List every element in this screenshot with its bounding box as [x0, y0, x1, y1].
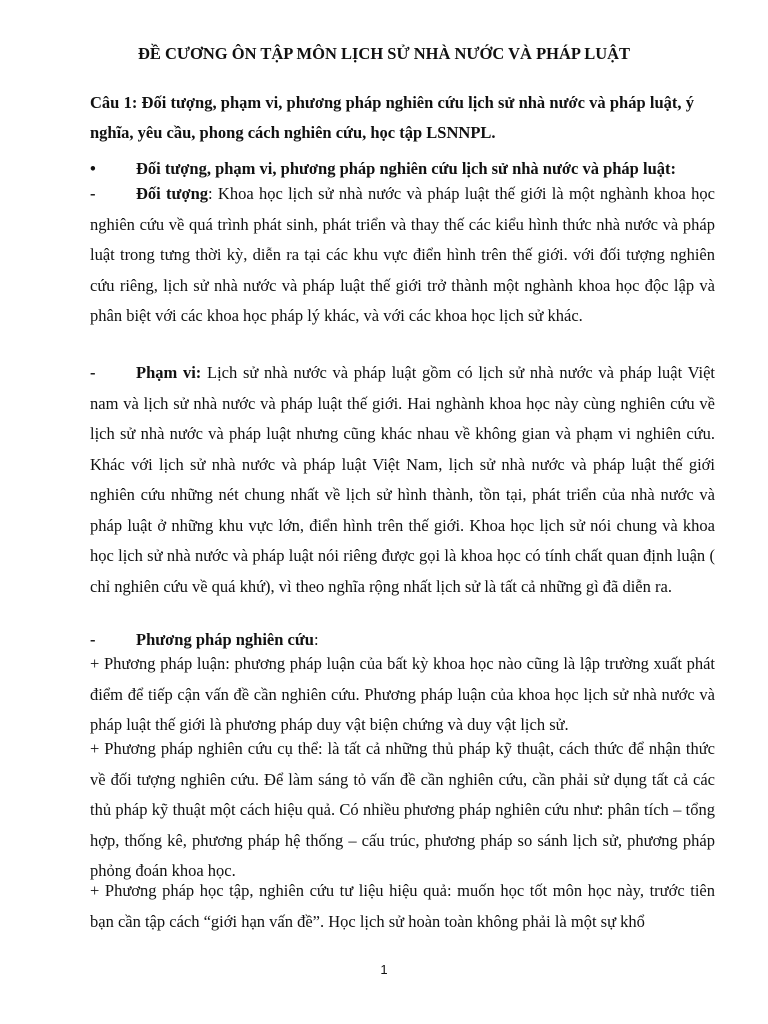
paragraph-text: Lịch sử nhà nước và pháp luật gồm có lịch sử nhà nước và pháp luật Việt nam và lịch sử nhà nước và pháp luật thế giới. Hai nghành khoa học này cùng nghiên cứu về lịch sử nhà nước và pháp luật nhưng cũng khác nhau về không gian và phạm vi nghiên cứu. Khác với lịch sử nhà nước và pháp luật Việt Nam, lịch sử nhà nước và pháp luật thế giới nghiên cứu những nét chung nhất về lịch sử hình thành, tồn tại, phát triển của nhà nước và pháp luật ở những khu vực lớn, điển hình trên thế giới. Khoa học lịch sử nói chung và khoa học lịch sử nhà nước và pháp luật nói riêng được gọi là khoa học có tính chất quan định luận ( chỉ nghiên cứu về quá khứ), vì theo nghĩa rộng nhất lịch sử là tất cả những gì đã diễn ra. — [90, 363, 715, 596]
bullet-marker: • — [90, 159, 96, 178]
dash-marker: - — [90, 363, 96, 382]
term-label: Phạm vi: — [136, 363, 202, 382]
label-colon: : — [313, 630, 319, 649]
document-title: ĐỀ CƯƠNG ÔN TẬP MÔN LỊCH SỬ NHÀ NƯỚC VÀ PHÁP LUẬT — [137, 44, 631, 63]
paragraph-doi-tuong — [90, 179, 715, 332]
term-label: Phương pháp nghiên cứu — [136, 630, 314, 649]
dash-marker: - — [90, 630, 96, 649]
dash-marker: - — [90, 184, 96, 203]
paragraph-pp-cu-the: + Phương pháp nghiên cứu cụ thể: là tất cả những thủ pháp kỹ thuật, cách thức để nhận thức về đối tượng nghiên cứu. Để làm sáng tỏ vấn đề cần nghiên cứu, cần phải sử dụng tất cả các thủ pháp kỹ thuật một cách hiệu quả. Có nhiều phương pháp nghiên cứu như: phân tích – tổng hợp, thống kê, phương pháp hệ thống – cấu trúc, phương pháp so sánh lịch sử, phương pháp phỏng đoán khoa học. — [90, 739, 715, 880]
paragraph-pp-luan: + Phương pháp luận: phương pháp luận của bất kỳ khoa học nào cũng là lập trường xuất phát điểm để tiếp cận vấn đề cần nghiên cứu. Phương pháp luận của khoa học lịch sử nhà nước và pháp luật thế giới là phương pháp duy vật biện chứng và duy vật lịch sử. — [90, 654, 715, 734]
page-number: 1 — [380, 962, 388, 977]
paragraph-pp-hoc-tap: + Phương pháp học tập, nghiên cứu tư liệu hiệu quả: muốn học tốt môn học này, trước tiên bạn cần tập cách “giới hạn vấn đề”. Học lịch sử hoàn toàn không phải là một sự khổ — [90, 881, 715, 931]
paragraph-text: : Khoa học lịch sử nhà nước và pháp luật thế giới là một nghành khoa học nghiên cứu về quá trình phát sinh, phát triển và thay thế các kiểu hình thức nhà nước và pháp luật trong tưng thời kỳ, diễn ra tại các khu vực điển hình trên thế giới. với đối tượng nghiên cứu riêng, lịch sử nhà nước và pháp luật thế giới trở thành một nghành khoa học độc lập và phân biệt với các khoa học pháp lý khác, và với các khoa học lịch sử khác. — [90, 184, 715, 325]
paragraph-pham-vi — [90, 358, 715, 602]
term-label: Đối tượng — [136, 184, 209, 203]
bullet-heading — [90, 158, 715, 180]
bullet-heading-text: Đối tượng, phạm vi, phương pháp nghiên cứu lịch sử nhà nước và pháp luật: — [136, 159, 676, 178]
question-heading: Câu 1: Đối tượng, phạm vi, phương pháp nghiên cứu lịch sử nhà nước và pháp luật, ý nghĩa, yêu cầu, phong cách nghiên cứu, học tập LSNNPL. — [90, 93, 694, 142]
